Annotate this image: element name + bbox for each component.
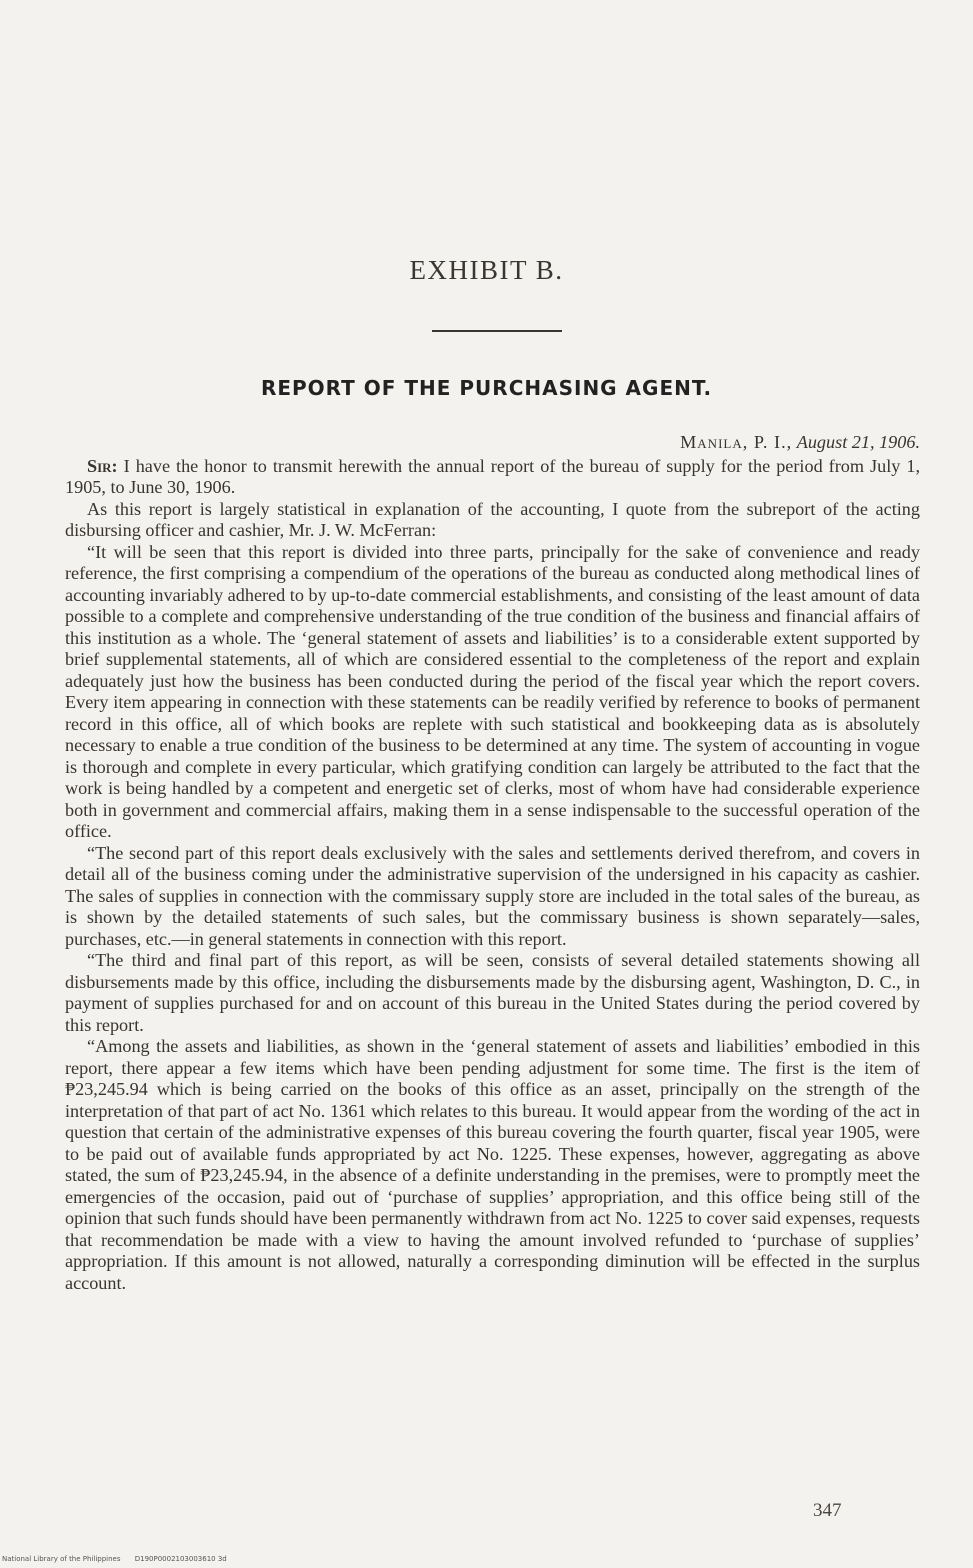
salutation: Sir: bbox=[87, 455, 118, 476]
paragraph-assets-liabilities: “Among the assets and liabilities, as shown in the ‘general statement of assets and liabilities’ embodied in this report, there appear a few items which have been pending adjustment for some time. The first is the item of ₱23,245.94 which is being carried on the books of this office as an asset, principally on the strength of the interpretation of that part of act No. 1361 which relates to this bureau. It would appear from the wording of the act in question that certain of the administrative expenses of this bureau covering the fourth quarter, fiscal year 1905, were to be paid out of available funds appropriated by act No. 1225. These expenses, however, aggregating as above stated, the sum of ₱23,245.94, in the absence of a definite understanding in the premises, were to promptly meet the emergencies of the occasion, paid out of ‘purchase of supplies’ appropriation, and this office being still of the opinion that such funds should have been permanently withdrawn from act No. 1225 to cover said expenses, requests that recommendation be made with a view to having the amount involved refunded to ‘purchase of supplies’ appropriation. If this amount is not allowed, naturally a corresponding diminution will be effected in the surplus account. bbox=[65, 1036, 920, 1293]
paragraph-first-part: “It will be seen that this report is divided into three parts, principally for the sake of convenience and ready reference, the first comprising a compendium of the operations of the bureau as conducted along methodical lines of accounting invariably adhered to by up-to-date commercial establishments, and consisting of the least amount of data possible to a complete and comprehensive understanding of the true condition of the business and financial affairs of this institution as a whole. The ‘general statement of assets and liabilities’ is to a considerable extent supported by brief supplemental statements, all of which are considered essential to the completeness of the report and explain adequately just how the business has been conducted during the period of the fiscal year which the report covers. Every item appearing in connection with these statements can be readily verified by reference to books of permanent record in this office, all of which books are replete with such statistical and bookkeeping data as is absolutely necessary to enable a true condition of the business to be determined at any time. The system of accounting in vogue is thorough and complete in every particular, which gratifying condition can largely be attributed to the fact that the work is being handled by a competent and energetic set of clerks, most of whom have had considerable experience both in government and commercial affairs, making them in a sense indispensable to the successful operation of the office. bbox=[65, 541, 920, 841]
paragraph-third-part: “The third and final part of this report, as will be seen, consists of several detailed statements showing all disbursements made by this office, including the disbursements made by the disbursing agent, Washington, D. C., in payment of supplies purchased for and on account of this bureau in the United States during the period covered by this report. bbox=[65, 950, 920, 1035]
dateline-place: Manila, P. I., bbox=[680, 432, 793, 452]
exhibit-heading: EXHIBIT B. bbox=[409, 255, 564, 285]
footer bbox=[2, 1555, 239, 1563]
paragraph-intro: As this report is largely statistical in explanation of the accounting, I quote from the subreport of the acting disbursing officer and cashier, Mr. J. W. McFerran: bbox=[65, 498, 920, 540]
footer-id: D190P0002103003610 3d bbox=[134, 1555, 227, 1563]
report-title: REPORT OF THE PURCHASING AGENT. bbox=[260, 376, 713, 400]
dateline bbox=[65, 432, 920, 454]
paragraph-second-part: “The second part of this report deals exclusively with the sales and settlements derived therefrom, and covers in detail all of the business coming under the administrative supervision of the undersigned in his capacity as cashier. The sales of supplies in connection with the commissary supply store are included in the total sales of the bureau, as is shown by the detailed statements of such sales, but the commissary business is shown separately—sales, purchases, etc.—in general statements in connection with this report. bbox=[65, 842, 920, 949]
paragraph-text: I have the honor to transmit herewith the annual report of the bureau of supply for the period from July 1, 1905, to June 30, 1906. bbox=[65, 455, 921, 497]
footer-library: National Library of the Philippines bbox=[2, 1555, 121, 1563]
dateline-date: August 21, 1906. bbox=[796, 432, 920, 452]
page-number: 347 bbox=[813, 1500, 842, 1521]
paragraph-transmittal bbox=[65, 456, 920, 499]
report-body bbox=[65, 432, 920, 1294]
heading-divider bbox=[432, 330, 562, 332]
